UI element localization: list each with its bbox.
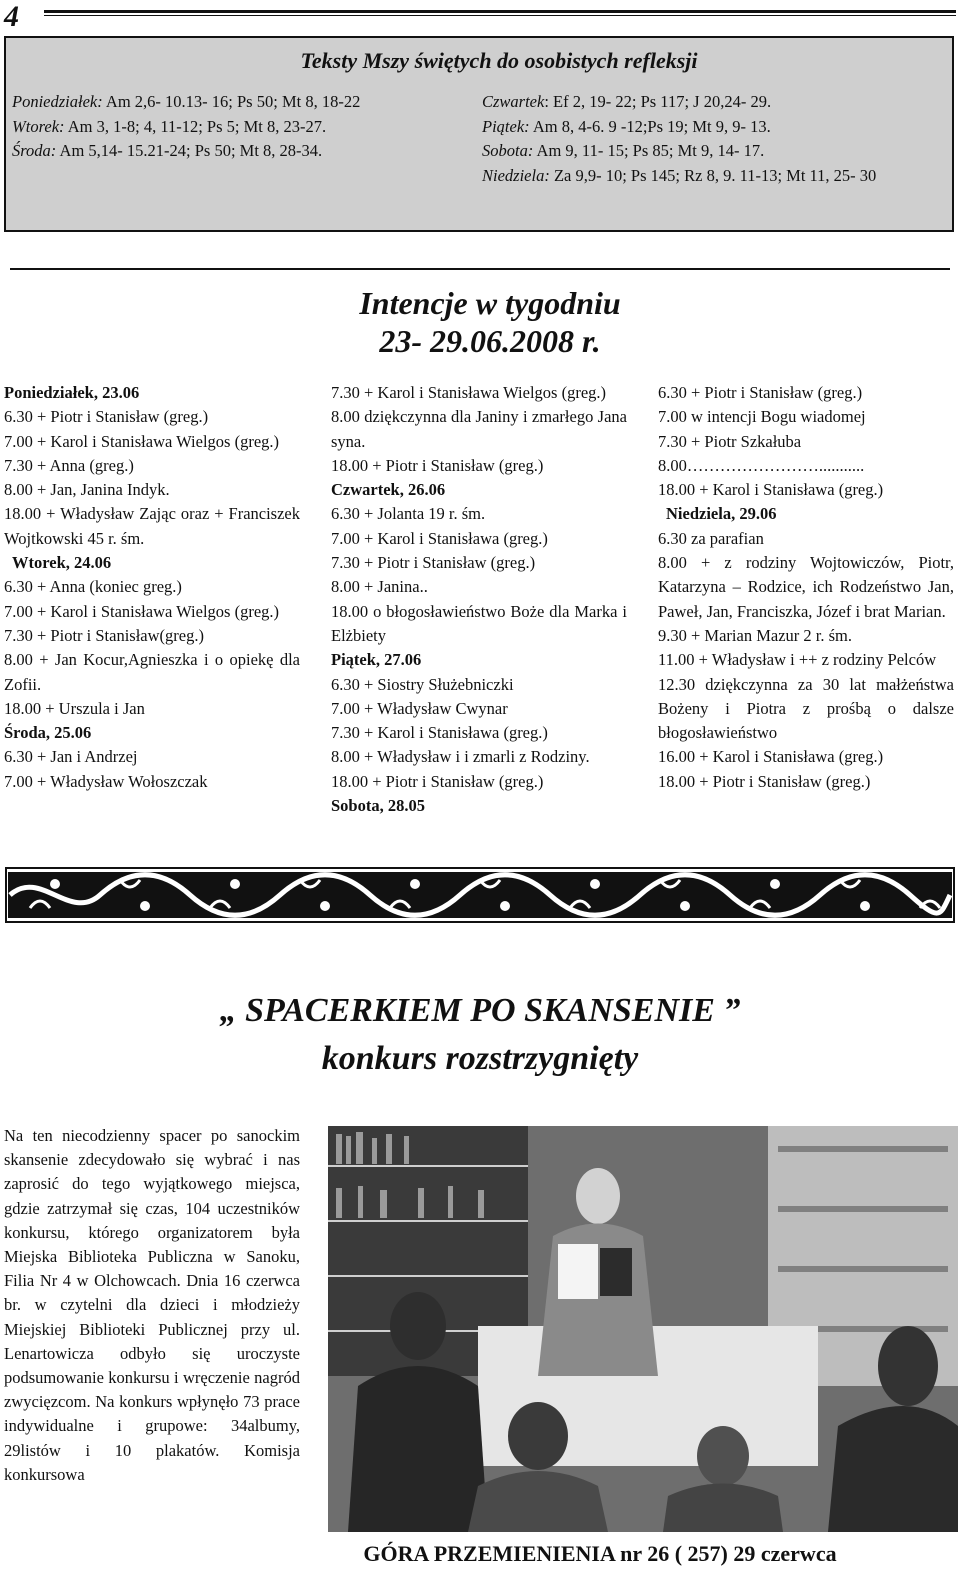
intention-entry: 6.30 + Jan i Andrzej xyxy=(4,747,138,767)
intention-entry: 12.30 dziękczynna za 30 lat małżeństwa Bożeny i Piotra z prośbą o dalsze błogosławieństwo xyxy=(658,674,954,743)
intention-entry: 6.30 za parafian xyxy=(658,528,764,548)
article-body: Na ten niecodzienny spacer po sanockim skansenie zdecydowało się wybrać i nas zaprosić do tego wyjątkowego miejsca, gdzie zatrzymał się czas, 104 uczestników konkursu, którego organizatorem była Miejska Biblioteka Publiczna w Sanoku, Filia Nr 4 w Olchowcach. Dnia 16 czerwca br. w czytelni dla dzieci i młodzieży Miejskiej Biblioteki Publicznej przy ul. Lenartowicza odbyło się uroczyste podsumowanie konkursu i wręczenie nagród zwycięzcom. Na konkurs wpłynęło 73 prace indywidualne i grupowe: 34albumy, 29listów i 10 plakatów. Komisja konkursowa xyxy=(4,1126,300,1484)
reading-line xyxy=(12,139,360,164)
intention-entry: 7.00 + Karol i Stanisława Wielgos (greg.) xyxy=(4,601,280,621)
reading-line xyxy=(482,139,876,164)
intention-day-heading: Wtorek, 24.06 xyxy=(12,553,112,573)
intention-entry: 6.30 + Piotr i Stanisław (greg.) xyxy=(4,407,209,427)
intentions-title-line1: Intencje w tygodniu xyxy=(359,285,621,321)
reading-line xyxy=(482,90,876,115)
intention-entry: 11.00 + Władysław i ++ z rodziny Pelców xyxy=(658,650,937,670)
intention-entry: 7.30 + Piotr i Stanisław (greg.) xyxy=(331,553,536,573)
intention-day-heading: Środa, 25.06 xyxy=(4,723,92,743)
reading-refs: Za 9,9- 10; Ps 145; Rz 8, 9. 11-13; Mt 11, 25- 30 xyxy=(549,165,877,185)
intention-entry: 6.30 + Piotr i Stanisław (greg.) xyxy=(658,383,863,402)
reading-line xyxy=(12,115,360,140)
readings-box xyxy=(4,36,954,232)
intention-day-heading: Czwartek, 26.06 xyxy=(331,480,446,500)
reading-day: Poniedziałek: xyxy=(12,92,103,111)
reading-day: Sobota: xyxy=(482,141,534,160)
intention-entry: 8.00 + Jan, Janina Indyk. xyxy=(4,480,170,500)
intention-entry: 8.00……………………........... xyxy=(658,455,865,475)
intention-entry: 18.00 + Władysław Zając oraz + Franciszek Wojtkowski 45 r. śm. xyxy=(4,504,300,548)
intention-entry: 18.00 + Urszula i Jan xyxy=(4,698,145,718)
intention-entry: 18.00 + Karol i Stanisława (greg.) xyxy=(658,480,884,500)
intentions-title-line2: 23- 29.06.2008 r. xyxy=(379,323,601,359)
reading-refs: Am 2,6- 10.13- 16; Ps 50; Mt 8, 18-22 xyxy=(102,92,361,111)
intention-entry: 8.00 dziękczynna dla Janiny i zmarłego Jana syna. xyxy=(331,407,627,451)
intention-entry: 6.30 + Siostry Służebniczki xyxy=(331,674,514,694)
intention-entry: 7.30 + Piotr i Stanisław(greg.) xyxy=(4,625,204,645)
intention-entry: 7.30 + Karol i Stanisława Wielgos (greg.) xyxy=(331,383,607,402)
intention-entry: 18.00 + Piotr i Stanisław (greg.) xyxy=(331,771,544,791)
intention-entry: 8.00 + Władysław i i zmarli z Rodziny. xyxy=(331,747,590,767)
intention-entry: 7.00 + Karol i Stanisława (greg.) xyxy=(331,528,548,548)
reading-day: Wtorek: xyxy=(12,116,65,136)
intention-entry: 7.30 + Karol i Stanisława (greg.) xyxy=(331,723,548,743)
intention-day-heading: Piątek, 27.06 xyxy=(331,650,422,670)
reading-day: Czwartek xyxy=(482,92,545,111)
reading-line xyxy=(482,164,876,189)
intention-entry: 6.30 + Jolanta 19 r. śm. xyxy=(331,504,486,524)
intention-entry: 8.00 + z rodziny Wojtowiczów, Piotr, Katarzyna – Rodzice, ich Rodzeństwo Jan, Paweł, Jan, Franciszka, Józef i brat Marian. xyxy=(658,553,954,621)
intentions-column-2 xyxy=(331,381,627,818)
reading-day: Środa: xyxy=(12,141,57,160)
intention-entry: 18.00 + Piotr i Stanisław (greg.) xyxy=(658,771,871,791)
reading-day: Niedziela: xyxy=(482,165,550,185)
intention-day-heading: Poniedziałek, 23.06 xyxy=(4,383,140,402)
intention-entry: 18.00 o błogosławieństwo Boże dla Marka i Elżbiety xyxy=(331,601,627,645)
reading-refs: Am 3, 1-8; 4, 11-12; Ps 5; Mt 8, 23-27. xyxy=(64,116,327,136)
intention-day-heading: Sobota, 28.05 xyxy=(331,796,425,816)
intention-entry: 7.00 w intencji Bogu wiadomej xyxy=(658,407,866,427)
section-rule xyxy=(10,268,950,270)
readings-right-column xyxy=(482,90,876,188)
intention-entry: 16.00 + Karol i Stanisława (greg.) xyxy=(658,747,884,767)
intentions-title xyxy=(340,284,640,360)
intention-entry: 6.30 + Anna (koniec greg.) xyxy=(4,577,182,597)
intention-entry: 7.30 + Anna (greg.) xyxy=(4,455,134,475)
intention-entry: 7.00 + Władysław Wołoszczak xyxy=(4,771,208,791)
header-rule xyxy=(44,10,956,16)
intention-entry: 7.00 + Władysław Cwynar xyxy=(331,698,508,718)
readings-left-column xyxy=(12,90,360,164)
intention-entry: 8.00 + Janina.. xyxy=(331,577,428,597)
intention-entry: 18.00 + Piotr i Stanisław (greg.) xyxy=(331,455,544,475)
intention-entry: 8.00 + Jan Kocur,Agnieszka i o opiekę dla Zofii. xyxy=(4,650,300,694)
intention-entry: 9.30 + Marian Mazur 2 r. śm. xyxy=(658,625,852,645)
reading-refs: Am 9, 11- 15; Ps 85; Mt 9, 14- 17. xyxy=(533,141,765,160)
readings-title: Teksty Mszy świętych do osobistych refleksji xyxy=(300,48,698,73)
article-title-line1: „ SPACERKIEM PO SKANSENIE ” xyxy=(219,992,741,1029)
reading-refs: Am 5,14- 15.21-24; Ps 50; Mt 8, 28-34. xyxy=(56,141,323,160)
intention-entry: 7.00 + Karol i Stanisława Wielgos (greg.) xyxy=(4,431,280,451)
intention-entry: 7.30 + Piotr Szkałuba xyxy=(658,431,802,451)
article-photo xyxy=(328,1126,958,1532)
footer-text: GÓRA PRZEMIENIENIA nr 26 ( 257) 29 czerwca xyxy=(363,1541,837,1566)
reading-refs: Am 8, 4-6. 9 -12;Ps 19; Mt 9, 9- 13. xyxy=(529,116,771,136)
footer xyxy=(0,1541,960,1567)
reading-line xyxy=(482,115,876,140)
reading-refs: : Ef 2, 19- 22; Ps 117; J 20,24- 29. xyxy=(544,92,772,111)
intentions-column-1 xyxy=(4,381,300,794)
article-title-line2: konkurs rozstrzygnięty xyxy=(321,1040,639,1077)
intentions-column-3 xyxy=(658,381,954,794)
page-number: 4 xyxy=(4,0,19,33)
reading-day: Piątek: xyxy=(482,116,530,136)
article-title xyxy=(0,987,960,1083)
intention-day-heading: Niedziela, 29.06 xyxy=(666,504,777,524)
reading-line xyxy=(12,90,360,115)
ornament-border xyxy=(0,866,960,924)
